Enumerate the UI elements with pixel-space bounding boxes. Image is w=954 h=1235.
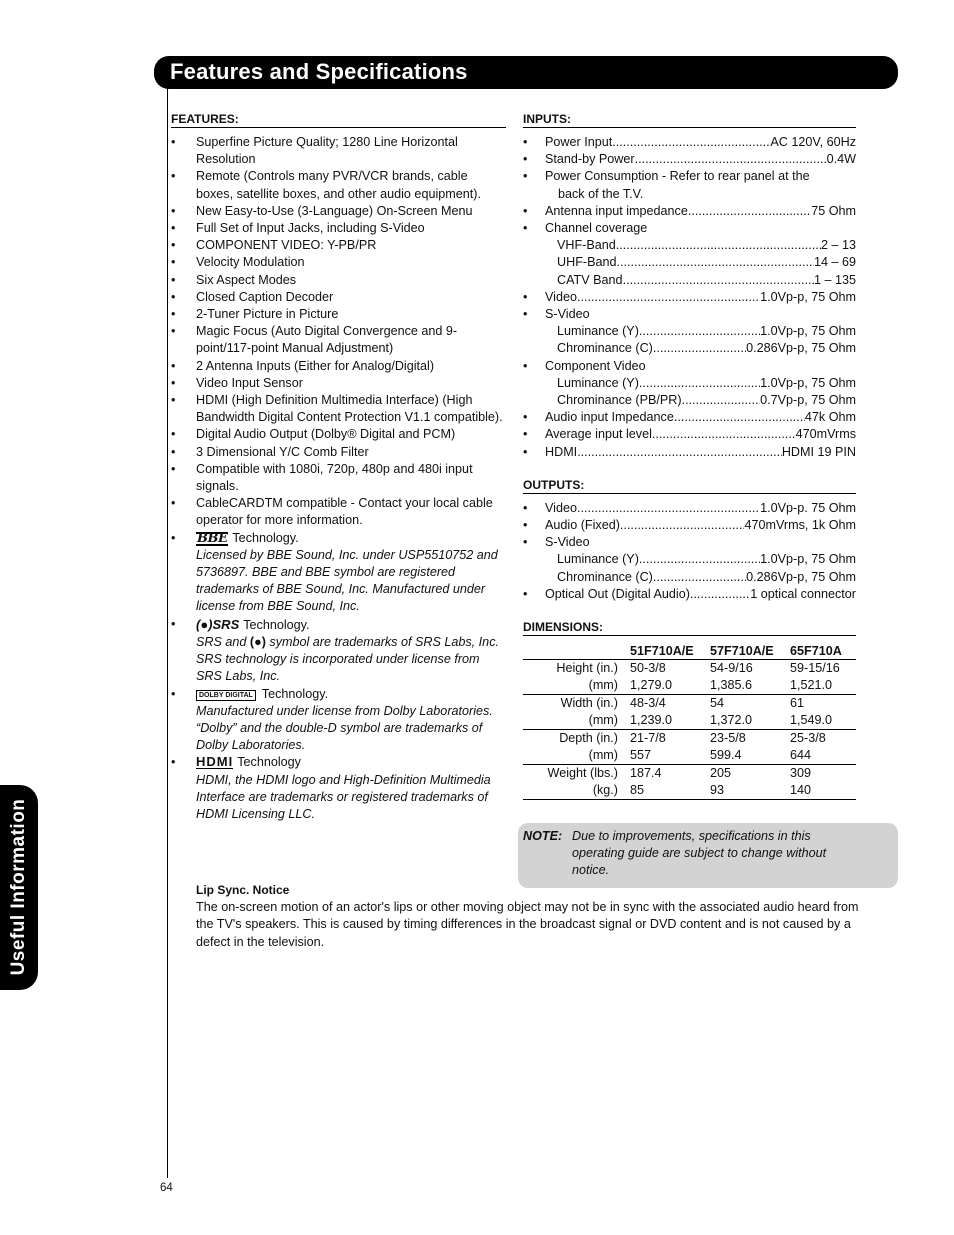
column-header: 57F710A/E (710, 643, 774, 658)
list-item: • 3 Dimensional Y/C Comb Filter (171, 444, 369, 459)
list-item: • CableCARDTM compatible - Contact your local cable operator for more information. (171, 496, 493, 528)
features-list (171, 134, 506, 823)
page-title-banner (154, 56, 898, 89)
side-tab (0, 785, 38, 990)
list-item: • Audio input Impedance ..... 47k Ohm (523, 409, 856, 426)
list-item: Luminance (Y) ..... 1.0Vp-p, 75 Ohm (523, 323, 856, 340)
table-row: (mm) 1,239.0 1,372.0 1,549.0 (588, 713, 833, 728)
inputs-list (523, 134, 856, 461)
list-item: • Optical Out (Digital Audio) ..... 1 optical connector (523, 586, 856, 603)
hdmi-trademark-text: HDMI, the HDMI logo and High-Definition Multimedia Interface are trademarks or registered trademarks of HDMI Licensing LLC. (196, 772, 491, 821)
note-text: Due to improvements, specifications in this operating guide are subject to change without notice. (572, 829, 827, 878)
dolby-trademark-text: Manufactured under license from Dolby Laboratories. “Dolby” and the double-D symbol are trademarks of Dolby Laboratories. (196, 703, 493, 753)
column-header: 65F710A (790, 643, 842, 658)
list-item: • Average input level ..... 470mVrms (523, 426, 856, 443)
table-row: Depth (in.) 21-7/8 23-5/8 25-3/8 (523, 730, 856, 748)
list-item: Luminance (Y) ..... 1.0Vp-p, 75 Ohm (523, 551, 856, 568)
note-box (518, 823, 898, 888)
list-item: • Video ..... 1.0Vp-p, 75 Ohm (523, 289, 856, 306)
list-item: • Antenna input impedance ..... 75 Ohm (523, 203, 856, 220)
list-item: • HDMI ..... HDMI 19 PIN (523, 444, 856, 461)
lip-sync-notice (196, 882, 861, 951)
table-header-row (523, 642, 856, 660)
list-item: Chrominance (C) ..... 0.286Vp-p, 75 Ohm (523, 569, 856, 586)
lip-sync-title: Lip Sync. Notice (196, 883, 290, 897)
vertical-rule (167, 88, 168, 1178)
list-item: • Channel coverage (523, 221, 648, 236)
outputs-list (523, 500, 856, 603)
list-item: • Stand-by Power ..... 0.4W (523, 151, 856, 168)
hdmi-feature: • HDMI Technology HDMI, the HDMI logo and High-Definition Multimedia Interface are trademarks or registered trademarks of HDMI Licensing LLC. (171, 754, 506, 823)
table-row: (mm) 1,279.0 1,385.6 1,521.0 (588, 678, 833, 693)
bbe-logo: BBE (197, 530, 228, 546)
page-number: 64 (160, 1182, 173, 1194)
list-item: CATV Band ..... 1 – 135 (523, 272, 856, 289)
srs-symbol-icon: (●) (249, 634, 266, 649)
dimensions-heading: DIMENSIONS: (523, 620, 856, 636)
list-item: • Digital Audio Output (Dolby® Digital and PCM) (171, 427, 456, 442)
list-item: • Closed Caption Decoder (171, 289, 334, 304)
hdmi-logo: HDMI (196, 754, 234, 770)
note-label: NOTE: (523, 829, 563, 843)
list-item: Chrominance (C) ..... 0.286Vp-p, 75 Ohm (523, 340, 856, 357)
bbe-feature: • BBE Technology. Licensed by BBE Sound, Inc. under USP5510752 and 5736897. BBE and BBE symbol are registered trademarks of BBE Sound, Inc. Manufactured under license from BBE Sound, Inc. (171, 530, 506, 616)
table-row: Weight (lbs.) 187.4 205 309 (523, 765, 856, 783)
list-item: • Six Aspect Modes (171, 272, 297, 287)
srs-logo: (●)SRS (196, 616, 240, 632)
list-item: • Power Consumption - Refer to rear panel at the (523, 169, 810, 184)
list-item: Luminance (Y) ..... 1.0Vp-p, 75 Ohm (523, 375, 856, 392)
table-row: (kg.) 85 93 140 (523, 782, 856, 800)
srs-trademark-text: SRS and (●) symbol are trademarks of SRS Labs, Inc. SRS technology is incorporated under license from SRS Labs, Inc. (196, 634, 499, 684)
dolby-logo: DOLBY DIGITAL (196, 690, 256, 701)
list-item: • S-Video (523, 307, 590, 322)
bbe-trademark-text: Licensed by BBE Sound, Inc. under USP5510752 and 5736897. BBE and BBE symbol are registered trademarks of BBE Sound, Inc. Manufactured under license from BBE Sound, Inc. (196, 547, 498, 614)
features-column (171, 112, 506, 823)
dimensions-table (523, 642, 856, 800)
dolby-feature: • DOLBY DIGITAL Technology. Manufactured under license from Dolby Laboratories. “Dolby” and the double-D symbol are trademarks of Dolby Laboratories. (171, 686, 506, 755)
list-item: • New Easy-to-Use (3-Language) On-Screen Menu (171, 203, 473, 218)
list-item: • Audio (Fixed) ..... 470mVrms, 1k Ohm (523, 517, 856, 534)
list-item: VHF-Band ..... 2 – 13 (523, 237, 856, 254)
list-item: • Component Video (523, 358, 646, 373)
list-item: • COMPONENT VIDEO: Y-PB/PR (171, 238, 377, 253)
list-item: • HDMI (High Definition Multimedia Interface) (High Bandwidth Digital Content Protection V1.1 compatible). (171, 393, 503, 425)
list-item: • Superfine Picture Quality; 1280 Line Horizontal Resolution (171, 135, 458, 167)
column-header: 51F710A/E (630, 643, 694, 658)
specs-column (523, 112, 856, 800)
list-item: • S-Video (523, 535, 590, 550)
list-item: Chrominance (PB/PR) ..... 0.7Vp-p, 75 Ohm (523, 392, 856, 409)
list-item: UHF-Band ..... 14 – 69 (523, 254, 856, 271)
list-item: • Remote (Controls many PVR/VCR brands, cable boxes, satellite boxes, and other audio equipment). (171, 169, 481, 201)
lip-sync-text: The on-screen motion of an actor's lips or other moving object may not be in sync with the associated audio heard from the TV's speakers. This is caused by timing differences in the broadcast signal or DVD content and is not caused by a defect in the television. (196, 900, 859, 949)
list-item: • 2-Tuner Picture in Picture (171, 307, 339, 322)
table-row: (mm) 557 599.4 644 (588, 748, 812, 763)
list-item: • Magic Focus (Auto Digital Convergence and 9-point/117-point Manual Adjustment) (171, 324, 458, 356)
table-row: Height (in.) 50-3/8 54-9/16 59-15/16 (523, 660, 856, 678)
side-tab-label: Useful Information (8, 798, 29, 976)
list-item: • Video ..... 1.0Vp-p. 75 Ohm (523, 500, 856, 517)
list-item: • Compatible with 1080i, 720p, 480p and 480i input signals. (171, 461, 473, 494)
page-title: Features and Specifications (170, 59, 468, 84)
list-item: • Video Input Sensor (171, 375, 303, 390)
outputs-heading: OUTPUTS: (523, 478, 856, 494)
list-item: • Velocity Modulation (171, 255, 305, 270)
features-heading: FEATURES: (171, 112, 506, 128)
list-item: back of the T.V. (558, 186, 644, 201)
inputs-heading: INPUTS: (523, 112, 856, 128)
list-item: • Power Input ..... AC 120V, 60Hz (523, 134, 856, 151)
list-item: • Full Set of Input Jacks, including S-Video (171, 221, 425, 236)
srs-feature: • (●)SRS Technology. SRS and (●) symbol are trademarks of SRS Labs, Inc. SRS technology is incorporated under license from SRS Labs, Inc. (171, 616, 506, 686)
table-row: Width (in.) 48-3/4 54 61 (523, 695, 856, 713)
list-item: • 2 Antenna Inputs (Either for Analog/Digital) (171, 358, 435, 373)
